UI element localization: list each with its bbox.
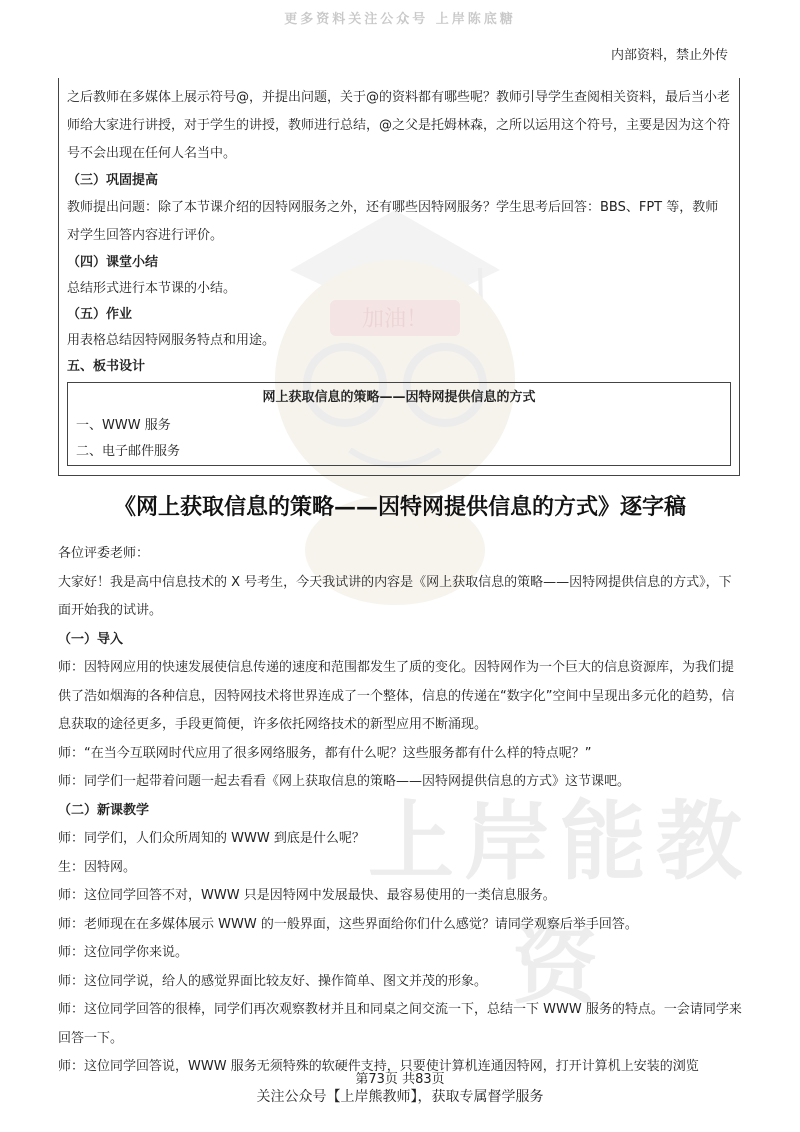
transcript-paragraph: 师：因特网应用的快速发展使信息传递的速度和范围都发生了质的变化。因特网作为一个巨大的信息资源库，为我们提供了浩如烟海的各种信息，因特网技术将世界连成了一个整体，信息的传递在“数字化”空间中呈现出多元化的趋势，信息获取的途径更多，手段更简便，许多依托网络技术的新型应用不断涌现。 [58, 660, 735, 732]
table-paragraph-4: 总结形式进行本节课的小结。 [67, 281, 237, 296]
top-watermark: 更多资料关注公众号 上岸陈底糖 [284, 12, 516, 27]
lesson-plan-table [58, 78, 740, 476]
transcript-paragraph: 师：老师现在在多媒体展示 WWW 的一般界面，这些界面给你们什么感觉？请同学观察后举手回答。 [58, 916, 638, 932]
mascot-headband-text: 加油！ [361, 307, 429, 332]
brand-watermark: 上岸能教资 [368, 791, 752, 1016]
section-heading-new-lesson: （二）新课教学 [58, 802, 150, 818]
transcript-paragraph: 师：这位同学回答不对，WWW 只是因特网中发展最快、最容易使用的一类信息服务。 [58, 888, 556, 903]
greeting: 各位评委老师： [58, 546, 150, 561]
board-design-heading: 五、板书设计 [67, 359, 146, 374]
section-heading-intro: （一）导入 [58, 631, 124, 647]
board-title: 网上获取信息的策略——因特网提供信息的方式 [262, 390, 536, 405]
board-design-box [67, 382, 731, 466]
table-paragraph-1: 之后教师在多媒体上展示符号@，并提出问题，关于@的资料都有哪些呢？教师引导学生查阅相关资料，最后当小老师给大家进行讲授，对于学生的讲授，教师进行总结，@之父是托姆林森，之所以运用这个符号，主要是因为这个符号不会出现在任何人名当中。 [67, 90, 731, 161]
transcript-paragraph: 生：因特网。 [58, 859, 137, 875]
transcript-paragraph: 师：这位同学回答的很棒，同学们再次观察教材并且和同桌之间交流一下，总结一下 WWW 服务的特点。一会请同学来回答一下。 [58, 1002, 742, 1046]
intro-paragraph: 大家好！我是高中信息技术的 X 号考生，今天我试讲的内容是《网上获取信息的策略——因特网提供信息的方式》，下面开始我的试讲。 [58, 574, 732, 618]
transcript-body [58, 540, 742, 1082]
transcript-paragraph: 师：这位同学你来说。 [58, 945, 189, 960]
section-heading-3: （三）巩固提高 [67, 173, 159, 188]
internal-note: 内部资料，禁止外传 [610, 48, 728, 63]
transcript-paragraph: 师：这位同学回答说，WWW 服务无须特殊的软硬件支持，只要使计算机连通因特网，打开计算机上安装的浏览 [58, 1059, 699, 1074]
transcript-paragraph: 师：同学们一起带着问题一起去看看《网上获取信息的策略——因特网提供信息的方式》这节课吧。 [58, 774, 631, 789]
document-title: 《网上获取信息的策略——因特网提供信息的方式》逐字稿 [113, 494, 686, 520]
table-paragraph-3: 教师提出问题：除了本节课介绍的因特网服务之外，还有哪些因特网服务？学生思考后回答：BBS、FPT 等，教师对学生回答内容进行评价。 [67, 200, 719, 243]
transcript-paragraph: 师：这位同学说，给人的感觉界面比较友好、操作简单、图文并茂的形象。 [58, 973, 488, 989]
board-item-2: 二、电子邮件服务 [76, 444, 181, 459]
footer-promo: 关注公众号【上岸熊教师】，获取专属督学服务 [256, 1089, 544, 1105]
section-heading-4: （四）课堂小结 [67, 255, 159, 270]
transcript-paragraph: 师：“在当今互联网时代应用了很多网络服务，都有什么呢？这些服务都有什么样的特点呢？” [58, 745, 592, 761]
section-heading-5: （五）作业 [67, 307, 133, 322]
transcript-paragraph: 师：同学们，人们众所周知的 WWW 到底是什么呢？ [58, 831, 365, 846]
page-number: 第73页 共83页 [355, 1072, 445, 1087]
board-item-1: 一、WWW 服务 [76, 418, 171, 433]
table-paragraph-5: 用表格总结因特网服务特点和用途。 [67, 333, 276, 348]
